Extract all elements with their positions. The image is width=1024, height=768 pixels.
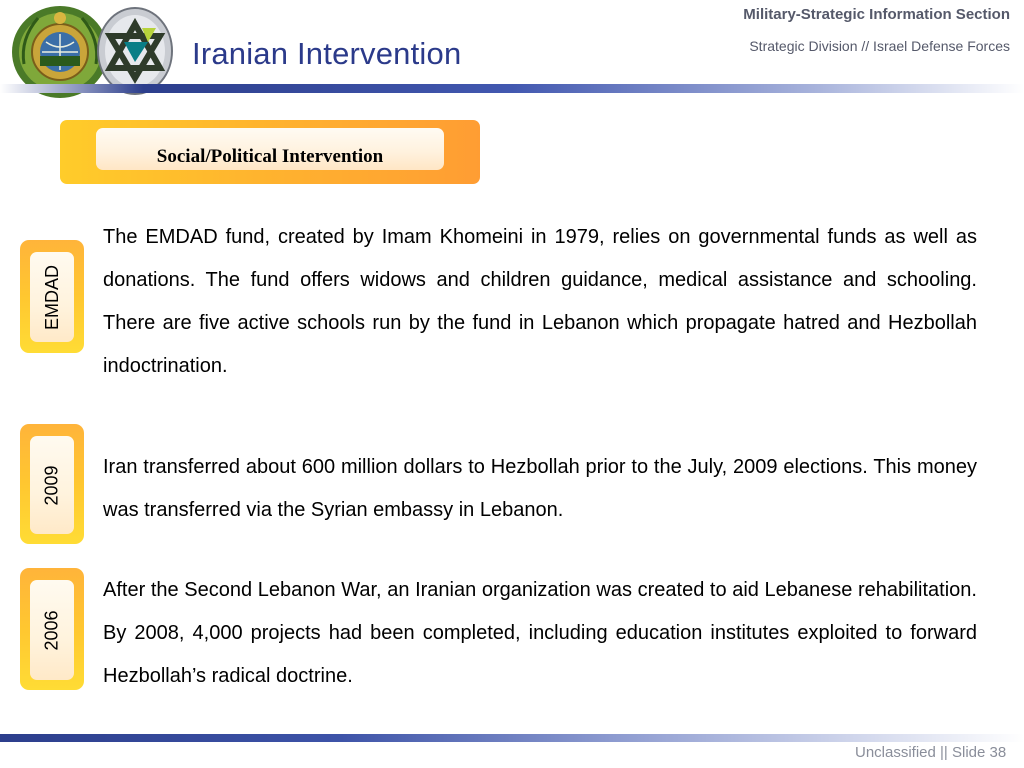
item-emdad-text: The EMDAD fund, created by Imam Khomeini in 1979, relies on governmental funds as well as donations. The fund offers widows and children guidance, medical assistance and schooling. There are five active schools run by the fund in Lebanon which propagate hatred and Hezbollah indoctrination. (103, 226, 977, 377)
item-2006-text: After the Second Lebanon War, an Iranian organization was created to aid Lebanese rehabilitation. By 2008, 4,000 projects had been completed, including education institutes exploited to forward Hezbollah’s radical doctrine. (103, 579, 977, 687)
tag-2006-inner (30, 580, 74, 680)
item-2009-text-block (103, 446, 977, 532)
section-title: Military-Strategic Information Section (743, 6, 1010, 23)
footer-label: Unclassified || Slide 38 (855, 744, 1007, 761)
tag-2009-label: 2009 (41, 464, 62, 506)
idf-emblem-icon (96, 6, 174, 96)
header-divider (0, 84, 1024, 93)
tag-2006-label: 2006 (41, 609, 62, 651)
section-banner-label: Social/Political Intervention (156, 146, 384, 167)
item-2009-text: Iran transferred about 600 million dollars to Hezbollah prior to the July, 2009 elections. This money was transferred via the Syrian embassy in Lebanon. (103, 456, 977, 521)
section-subtitle: Strategic Division // Israel Defense Forces (749, 38, 1010, 54)
tag-2009-inner (30, 436, 74, 534)
slide-title: Iranian Intervention (192, 36, 462, 71)
item-2006-text-block (103, 569, 977, 698)
item-emdad-text-block (103, 216, 977, 388)
tag-emdad-label: EMDAD (41, 264, 62, 330)
footer-divider (0, 734, 1024, 742)
tag-emdad-inner (30, 252, 74, 342)
